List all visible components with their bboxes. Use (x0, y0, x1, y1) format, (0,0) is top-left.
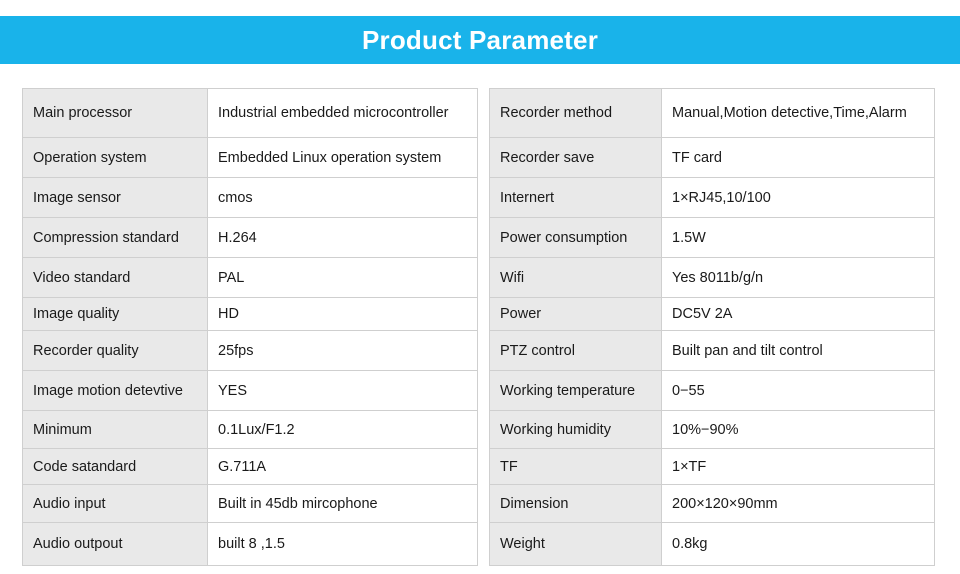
parameter-label: Dimension (490, 485, 662, 523)
table-row (490, 485, 935, 523)
parameter-value: Built pan and tilt control (662, 331, 935, 371)
parameter-value: 1×RJ45,10/100 (662, 178, 935, 218)
table-row (490, 258, 935, 298)
left-parameter-table (22, 88, 478, 566)
parameter-label: Image quality (23, 298, 208, 331)
table-row (23, 411, 478, 449)
table-row (23, 523, 478, 566)
parameter-label: Wifi (490, 258, 662, 298)
parameter-label: Recorder method (490, 89, 662, 138)
table-row (23, 371, 478, 411)
table-row (490, 331, 935, 371)
parameter-label: Internert (490, 178, 662, 218)
parameter-value: 0.1Lux/F1.2 (208, 411, 478, 449)
table-row (23, 298, 478, 331)
parameter-label: Image motion detevtive (23, 371, 208, 411)
parameter-value: Embedded Linux operation system (208, 138, 478, 178)
parameter-value: built 8 ,1.5 (208, 523, 478, 566)
parameter-value: YES (208, 371, 478, 411)
parameter-label: Video standard (23, 258, 208, 298)
parameter-label: Image sensor (23, 178, 208, 218)
parameter-label: Audio outpout (23, 523, 208, 566)
parameter-value: DC5V 2A (662, 298, 935, 331)
parameter-label: TF (490, 449, 662, 485)
parameter-label: Code satandard (23, 449, 208, 485)
parameter-value: HD (208, 298, 478, 331)
parameter-label: Compression standard (23, 218, 208, 258)
table-row (23, 258, 478, 298)
parameter-value: 10%−90% (662, 411, 935, 449)
parameter-label: Minimum (23, 411, 208, 449)
parameter-value: 25fps (208, 331, 478, 371)
parameter-value: 1.5W (662, 218, 935, 258)
parameter-label: Weight (490, 523, 662, 566)
table-row (490, 449, 935, 485)
parameter-value: 0.8kg (662, 523, 935, 566)
parameter-value: 1×TF (662, 449, 935, 485)
header-banner (0, 16, 960, 64)
parameter-label: Working temperature (490, 371, 662, 411)
table-row (490, 523, 935, 566)
parameter-label: Working humidity (490, 411, 662, 449)
parameter-value: 200×120×90mm (662, 485, 935, 523)
table-row (23, 485, 478, 523)
table-row (490, 89, 935, 138)
table-row (23, 178, 478, 218)
parameter-label: Recorder quality (23, 331, 208, 371)
parameter-value: H.264 (208, 218, 478, 258)
parameter-label: PTZ control (490, 331, 662, 371)
table-row (490, 411, 935, 449)
parameter-value: Built in 45db mircophone (208, 485, 478, 523)
parameter-value: 0−55 (662, 371, 935, 411)
table-row (490, 298, 935, 331)
table-row (23, 331, 478, 371)
right-parameter-table (489, 88, 935, 566)
table-row (490, 371, 935, 411)
parameter-value: TF card (662, 138, 935, 178)
parameter-value: G.711A (208, 449, 478, 485)
parameter-label: Operation system (23, 138, 208, 178)
page-title: Product Parameter (361, 24, 599, 55)
table-row (23, 89, 478, 138)
table-row (490, 178, 935, 218)
table-row (490, 138, 935, 178)
parameter-value: Industrial embedded microcontroller (208, 89, 478, 138)
parameter-value: Yes 8011b/g/n (662, 258, 935, 298)
parameter-label: Recorder save (490, 138, 662, 178)
parameter-value: cmos (208, 178, 478, 218)
table-row (23, 449, 478, 485)
parameter-label: Audio input (23, 485, 208, 523)
table-row (23, 138, 478, 178)
table-row (23, 218, 478, 258)
parameter-label: Main processor (23, 89, 208, 138)
parameter-value: Manual,Motion detective,Time,Alarm (662, 89, 935, 138)
parameter-label: Power consumption (490, 218, 662, 258)
parameter-value: PAL (208, 258, 478, 298)
table-row (490, 218, 935, 258)
parameter-label: Power (490, 298, 662, 331)
